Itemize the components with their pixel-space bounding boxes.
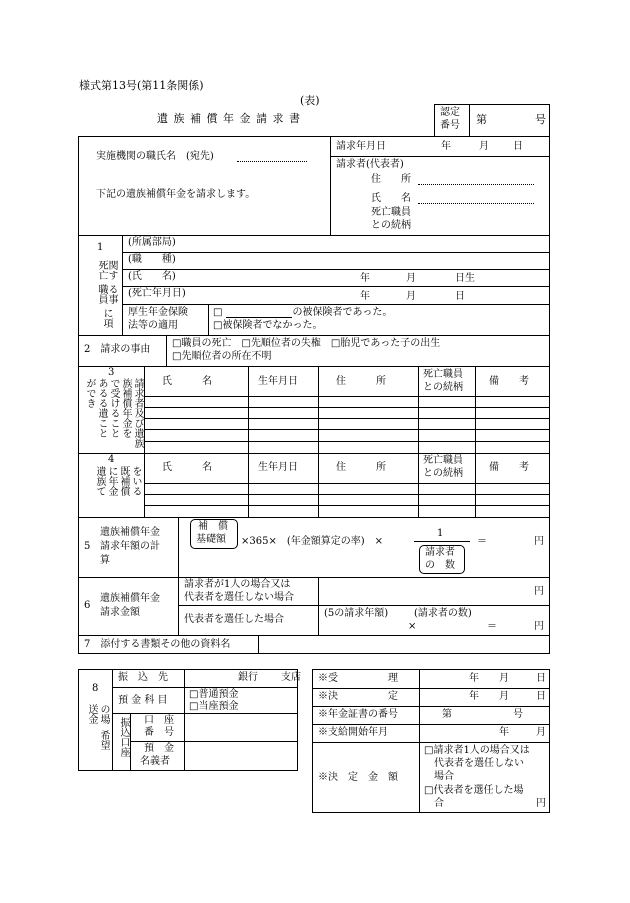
request-statement: 下記の遺族補償年金を請求します。: [96, 189, 256, 200]
section6-label: 遺族補償年金: [100, 593, 160, 604]
amount-option-2[interactable]: □代表者を選任した場: [424, 785, 524, 796]
start-month-label: ※支給開始年月: [318, 727, 388, 738]
section8-number: 8: [92, 683, 99, 694]
insurance-option-1[interactable]: □ の被保険者であった。: [213, 307, 393, 318]
claimant-name-label: 氏 名: [371, 193, 411, 204]
agency-label: 実施機関の職氏名 (宛先): [96, 151, 214, 162]
form-number: 様式第13号(第11条関係): [79, 79, 204, 92]
section6-number: 6: [84, 600, 91, 611]
reason-options-1[interactable]: □職員の死亡 □先順位者の失権 □胎児であった子の出生: [172, 338, 441, 349]
section8-label: の場 送金 希望: [86, 704, 109, 750]
section3-label: 請求者及び遺族 族補償年金を で受けること あるる遺こと ができ: [84, 378, 143, 448]
death-date-label: (死亡年月日): [128, 288, 186, 299]
calc-annual: (5の請求年額): [324, 608, 389, 619]
single-claimant-label: 請求者が1人の場合又は: [184, 579, 291, 590]
deposit-option-futsu[interactable]: □普通預金: [189, 689, 239, 700]
transfer-dest-label: 振 込 先: [118, 672, 168, 683]
claimant-label: 請求者(代表者): [336, 159, 404, 170]
section3-number: 3: [108, 367, 115, 378]
decided-label: ※決 定: [318, 691, 398, 702]
request-date-label: 請求年月日: [336, 141, 386, 152]
section7-label: 7 添付する書類その他の資料名: [84, 639, 231, 650]
section1-number: 1: [97, 242, 104, 253]
reason-options-2[interactable]: □先順位者の所在不明: [172, 351, 272, 362]
deposit-option-toza[interactable]: □当座預金: [189, 701, 239, 712]
remittance-box: [78, 669, 298, 771]
s4-col-birth: 生年月日: [258, 462, 298, 473]
decided-amount-label: ※決 定 金 額: [318, 772, 398, 783]
section4-label: をいる 既補償 に年金 遺族て: [94, 466, 141, 496]
deposit-type-label: 預 金 科 目: [118, 695, 168, 706]
s4-col-name: 氏 名: [162, 462, 212, 473]
fraction-numerator: 1: [437, 528, 444, 539]
dept-label: (所属部局): [128, 237, 176, 248]
insurance-option-2[interactable]: □被保険者でなかった。: [213, 320, 323, 331]
section5-number: 5: [84, 541, 91, 552]
side-label: (表): [300, 94, 320, 107]
certificate-number-label: ※年金証書の番号: [318, 709, 398, 720]
calc-count: (請求者の数): [414, 608, 472, 619]
account-number-label: 口 座: [144, 715, 174, 726]
amount-option-1[interactable]: □請求者1人の場合又は: [424, 745, 530, 756]
insurance-label: 厚生年金保険: [128, 307, 188, 318]
s4-col-address: 住 所: [336, 462, 386, 473]
section4-number: 4: [108, 454, 115, 465]
s4-col-relation: 死亡職員: [423, 455, 463, 466]
s3-col-address: 住 所: [336, 376, 386, 387]
s3-col-note: 備 考: [489, 376, 529, 387]
representative-label: 代表者を選任した場合: [184, 614, 284, 625]
s3-col-relation: 死亡職員: [423, 369, 463, 380]
post-label: (職 種): [128, 254, 176, 265]
deceased-name-label: (氏 名): [128, 271, 176, 282]
annual-formula: ×365× (年金額算定の率) ×: [241, 536, 384, 547]
account-holder-label: 預 金: [144, 743, 174, 754]
section2-label: 2 請求の事由: [84, 344, 151, 355]
claimant-address-label: 住 所: [371, 174, 411, 185]
transfer-account-label: 振込口座: [118, 717, 129, 757]
s3-col-birth: 生年月日: [258, 376, 298, 387]
cert-label: 認定: [440, 107, 460, 118]
s4-col-note: 備 考: [489, 462, 529, 473]
claimant-relation-label: 死亡職員: [371, 207, 411, 218]
received-label: ※受 理: [318, 673, 398, 684]
form-title: 遺 族 補 償 年 金 請 求 書: [157, 112, 301, 125]
section1-label: 関す 死亡 る事 職員 に項: [96, 260, 117, 328]
section5-label: 遺族補償年金: [100, 527, 160, 538]
s3-col-name: 氏 名: [162, 376, 212, 387]
